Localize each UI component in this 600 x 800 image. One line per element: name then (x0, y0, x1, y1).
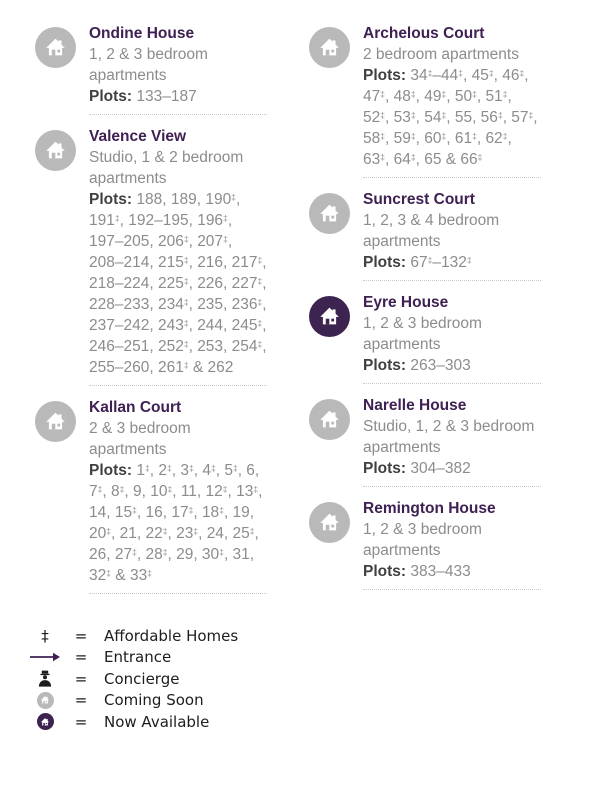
house-status-icon (309, 27, 350, 68)
plots-label: Plots: (89, 462, 133, 479)
legend-label: Affordable Homes (104, 626, 239, 645)
equals-sign: = (74, 626, 88, 645)
legend-label: Coming Soon (104, 691, 204, 710)
house-icon (44, 410, 67, 433)
plots-label: Plots: (363, 67, 407, 84)
map-key-legend (26, 625, 600, 733)
equals-sign: = (74, 648, 88, 667)
building-name: Valence View (89, 128, 187, 145)
dotted-divider (363, 589, 541, 590)
house-status-icon (309, 502, 350, 543)
house-icon (44, 36, 67, 59)
plots-value: 1‡, 2‡, 3‡, 4‡, 5‡, 6, 7‡, 8‡, 9, 10‡, 11, 12‡, 13‡, 14, 15‡, 16, 17‡, 18‡, 19, 20‡, 21, 22‡, 23‡, 24, 25‡, 26, 27‡, 28‡, 29, 30‡, 31, 32‡ & 33‡ (89, 462, 263, 584)
legend-row-coming-soon (26, 690, 600, 712)
plots-label: Plots: (363, 460, 407, 477)
plots-label: Plots: (363, 357, 407, 374)
building-description: 2 & 3 bedroom apartments (89, 420, 191, 458)
building-name: Remington House (363, 500, 496, 517)
building-description: 2 bedroom apartments (363, 46, 519, 63)
coming-soon-house-icon (37, 692, 54, 709)
house-icon (44, 139, 67, 162)
building-name: Narelle House (363, 397, 467, 414)
dotted-divider (89, 114, 267, 115)
building-card-eyre-house (309, 292, 541, 395)
building-info (89, 126, 267, 397)
building-description: 1, 2 & 3 bedroom apartments (89, 46, 208, 84)
dotted-divider (363, 486, 541, 487)
legend-label: Now Available (104, 712, 210, 731)
building-card-kallan-court (35, 397, 267, 605)
building-plots (363, 561, 541, 582)
equals-sign: = (74, 691, 88, 710)
dotted-divider (89, 593, 267, 594)
plots-value: 263–303 (410, 357, 471, 374)
plots-value: 34‡–44‡, 45‡, 46‡, 47‡, 48‡, 49‡, 50‡, 51‡, 52‡, 53‡, 54‡, 55, 56‡, 57‡, 58‡, 59‡, 60‡, 61‡, 62‡, 63‡, 64‡, 65 & 66‡ (363, 67, 538, 168)
dotted-divider (89, 385, 267, 386)
building-plots (363, 355, 541, 376)
building-info (363, 292, 541, 395)
equals-sign: = (74, 712, 88, 731)
building-card-archelous-court (309, 23, 541, 189)
building-plots (89, 86, 267, 107)
building-description: 1, 2, 3 & 4 bedroom apartments (363, 212, 500, 250)
building-name: Kallan Court (89, 399, 182, 416)
building-card-valence-view (35, 126, 267, 397)
building-plots (89, 189, 267, 378)
plots-value: 304–382 (410, 460, 471, 477)
house-icon (318, 305, 341, 328)
house-icon (318, 511, 341, 534)
left-column (35, 23, 267, 605)
house-icon (318, 202, 341, 225)
building-info (363, 23, 541, 189)
building-card-narelle-house (309, 395, 541, 498)
plots-label: Plots: (363, 254, 407, 271)
building-description: 1, 2 & 3 bedroom apartments (363, 315, 482, 353)
building-name: Suncrest Court (363, 191, 475, 208)
building-info (363, 189, 541, 292)
dotted-divider (363, 383, 541, 384)
double-dagger-icon: ‡ (41, 626, 49, 645)
plots-value: 383–433 (410, 563, 471, 580)
building-plots (363, 65, 541, 170)
equals-sign: = (74, 669, 88, 688)
legend-label: Concierge (104, 669, 180, 688)
building-description: Studio, 1, 2 & 3 bedroom apartments (363, 418, 535, 456)
right-column (309, 23, 541, 605)
building-plots (363, 252, 541, 273)
legend-row-concierge (26, 668, 600, 690)
plots-value: 188, 189, 190‡, 191‡, 192–195, 196‡, 197–205, 206‡, 207‡, 208–214, 215‡, 216, 217‡, 218–224, 225‡, 226, 227‡, 228–233, 234‡, 235, 236‡, 237–242, 243‡, 244, 245‡, 246–251, 252‡, 253, 254‡, 255–260, 261‡ & 262 (89, 191, 267, 376)
building-description: Studio, 1 & 2 bedroom apartments (89, 149, 244, 187)
plots-label: Plots: (89, 88, 133, 105)
legend-row-now-available (26, 711, 600, 733)
entrance-arrow-icon (30, 652, 60, 662)
legend-label: Entrance (104, 648, 172, 667)
house-icon (318, 36, 341, 59)
house-status-icon (309, 399, 350, 440)
building-name: Eyre House (363, 294, 449, 311)
building-name: Ondine House (89, 25, 195, 42)
plots-label: Plots: (363, 563, 407, 580)
plots-value: 67‡–132‡ (410, 254, 472, 271)
building-plots (363, 458, 541, 479)
dotted-divider (363, 177, 541, 178)
plots-value: 133–187 (136, 88, 197, 105)
building-card-suncrest-court (309, 189, 541, 292)
now-available-house-icon (37, 713, 54, 730)
building-info (363, 395, 541, 498)
house-status-icon (35, 401, 76, 442)
plots-label: Plots: (89, 191, 133, 208)
building-name: Archelous Court (363, 25, 485, 42)
building-info (89, 397, 267, 605)
dotted-divider (363, 280, 541, 281)
concierge-icon (37, 670, 53, 688)
house-status-icon (309, 296, 350, 337)
house-status-icon (309, 193, 350, 234)
house-status-icon (35, 27, 76, 68)
building-card-remington-house (309, 498, 541, 601)
building-card-ondine-house (35, 23, 267, 126)
house-status-icon (35, 130, 76, 171)
building-info (363, 498, 541, 601)
building-info (89, 23, 267, 126)
legend-row-affordable-homes (26, 625, 600, 647)
house-icon (318, 408, 341, 431)
legend-row-entrance (26, 647, 600, 669)
building-plots (89, 460, 267, 586)
building-description: 1, 2 & 3 bedroom apartments (363, 521, 482, 559)
